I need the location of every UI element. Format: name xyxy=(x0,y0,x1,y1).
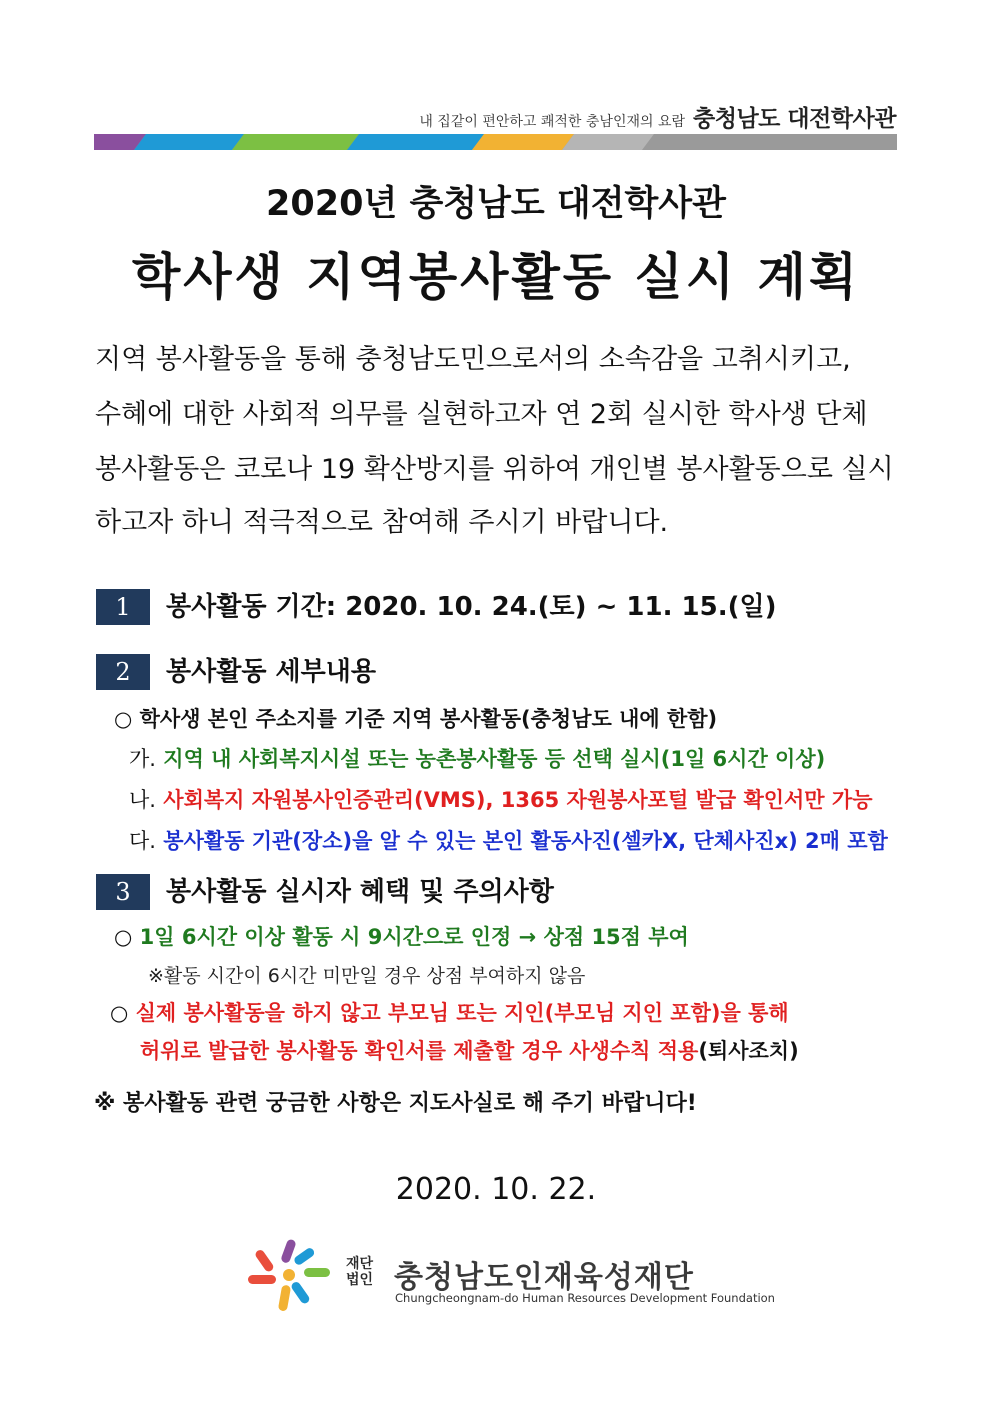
detail-item-c xyxy=(129,825,888,855)
foundation-logo-icon xyxy=(244,1235,336,1313)
warning-line-2 xyxy=(140,1035,799,1065)
detail-text-b: 사회복지 자원봉사인증관리(VMS), 1365 자원봉사포털 발급 확인서만 가능 xyxy=(163,788,873,812)
title-year-org: 2020년 충청남도 대전학사관 xyxy=(266,184,726,224)
logo-tag xyxy=(346,1256,373,1288)
intro-line: 하고자 하니 적극적으로 참여해 주시기 바랍니다. xyxy=(95,507,669,538)
benefit-text-1: 1일 6시간 이상 활동 시 9시간으로 인정 → 상점 15점 부여 xyxy=(139,925,689,949)
detail-item-b xyxy=(129,784,872,814)
header xyxy=(419,100,896,133)
section-title-details: 봉사활동 세부내용 xyxy=(166,657,376,687)
benefit-line-1 xyxy=(114,921,689,951)
intro-line: 지역 봉사활동을 통해 충청남도민으로서의 소속감을 고취시키고, xyxy=(95,344,851,375)
warning-bullet: ○ xyxy=(110,1001,129,1025)
detail-bullet: ○ 학사생 본인 주소지를 기준 지역 봉사활동(충청남도 내에 한함) xyxy=(114,707,718,731)
warning-action: (퇴사조치) xyxy=(698,1039,799,1063)
detail-text-c: 봉사활동 기관(장소)을 알 수 있는 본인 활동사진(셀카X, 단체사진x) 2매 포함 xyxy=(163,829,888,853)
logo-tag-line-2: 법인 xyxy=(346,1272,374,1288)
header-org-name: 충청남도 대전학사관 xyxy=(693,106,896,132)
header-slogan: 내 집같이 편안하고 쾌적한 충남인재의 요람 xyxy=(419,114,686,130)
detail-prefix-b: 나. xyxy=(129,788,156,812)
closing-note: ※ 봉사활동 관련 궁금한 사항은 지도사실로 해 주기 바랍니다! xyxy=(94,1091,697,1116)
warning-text-2: 허위로 발급한 봉사활동 확인서를 제출할 경우 사생수칙 적용 xyxy=(140,1039,699,1063)
warning-text-1: 실제 봉사활동을 하지 않고 부모님 또는 지인(부모님 지인 포함)을 통해 xyxy=(135,1001,789,1025)
document-title: 학사생 지역봉사활동 실시 계획 xyxy=(131,248,861,306)
header-color-bar xyxy=(94,134,897,150)
section-title-period: 봉사활동 기간: 2020. 10. 24.(토) ~ 11. 15.(일) xyxy=(166,592,777,622)
section-title-benefits: 봉사활동 실시자 혜택 및 주의사항 xyxy=(166,877,554,907)
foundation-name: 충청남도인재육성재단 xyxy=(394,1260,694,1295)
document-date: 2020. 10. 22. xyxy=(395,1172,597,1207)
foundation-english-name: Chungcheongnam-do Human Resources Development Foundation xyxy=(395,1291,775,1305)
section-number-1: 1 xyxy=(96,589,150,625)
detail-text-a: 지역 내 사회복지시설 또는 농촌봉사활동 등 선택 실시(1일 6시간 이상) xyxy=(163,747,826,771)
section-number-2: 2 xyxy=(96,654,150,690)
section-number-3: 3 xyxy=(96,874,150,910)
warning-line-1 xyxy=(110,997,789,1027)
detail-prefix-c: 다. xyxy=(129,829,156,853)
detail-prefix-a: 가. xyxy=(129,747,156,771)
logo-tag-line-1: 재단 xyxy=(346,1256,374,1272)
benefit-note: ※활동 시간이 6시간 미만일 경우 상점 부여하지 않음 xyxy=(148,965,586,987)
intro-line: 봉사활동은 코로나 19 확산방지를 위하여 개인별 봉사활동으로 실시 xyxy=(95,454,894,485)
benefit-bullet-1: ○ xyxy=(114,925,133,949)
intro-line: 수혜에 대한 사회적 의무를 실현하고자 연 2회 실시한 학사생 단체 xyxy=(95,399,868,430)
detail-item-a xyxy=(129,743,825,773)
